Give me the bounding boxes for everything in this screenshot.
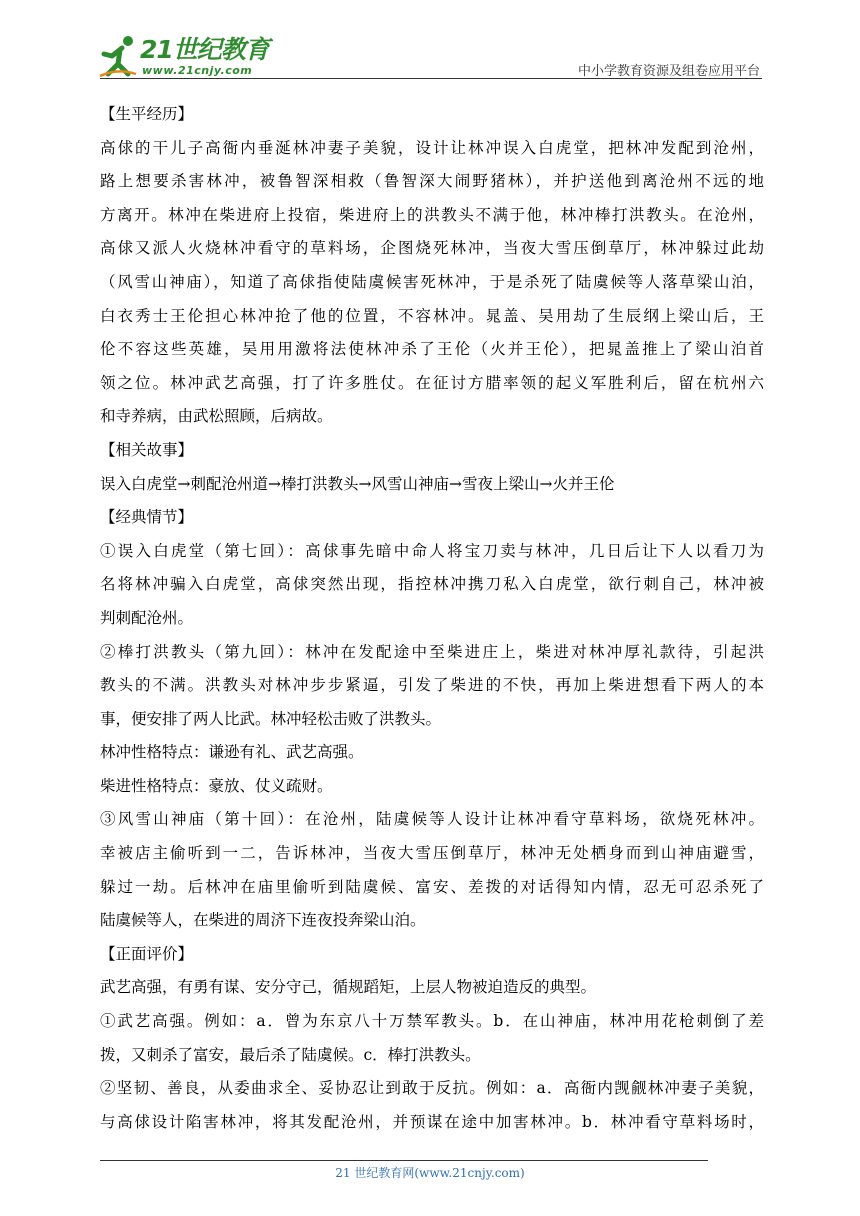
paragraph-line: 躲过一劫。后林冲在庙里偷听到陆虞候、富安、差拨的对话得知内情，忍无可忍杀死了 [100,877,764,896]
page-header [0,0,860,84]
site-logo[interactable] [92,28,282,84]
runner-logo-icon [98,34,138,78]
paragraph-line: 事，便安排了两人比武。林冲轻松击败了洪教头。 [100,709,442,728]
paragraph-line: ②棒打洪教头（第九回）：林冲在发配途中至柴进庄上，柴进对林冲厚礼款待，引起洪 [100,642,764,661]
section-heading-stories: 【相关故事】 [100,440,194,459]
header-divider [100,78,762,79]
paragraph-line: ①武艺高强。例如：a．曾为东京八十万禁军教头。b．在山神庙，林冲用花枪刺倒了差 [100,1012,764,1031]
paragraph-line: ③风雪山神庙（第十回）：在沧州，陆虞候等人设计让林冲看守草料场，欲烧死林冲。 [100,810,764,829]
document-body [100,98,764,1139]
paragraph-line: 领之位。林冲武艺高强，打了许多胜仗。在征讨方腊率领的起义军胜利后，留在杭州六 [100,373,764,392]
paragraph-line: 与高俅设计陷害林冲，将其发配沧州，并预谋在途中加害林冲。b．林冲看守草料场时， [100,1112,764,1131]
paragraph-line: 和寺养病，由武松照顾，后病故。 [100,407,333,426]
paragraph-line: （风雪山神庙），知道了高俅指使陆虞候害死林冲，于是杀死了陆虞候等人落草梁山泊， [100,272,764,291]
paragraph-line: 教头的不满。洪教头对林冲步步紧逼，引发了柴进的不快，再加上柴进想看下两人的本 [100,676,764,695]
header-platform-text: 中小学教育资源及组卷应用平台 [577,64,760,79]
paragraph-line: 判刺配沧州。 [100,608,194,627]
footer-divider [100,1160,708,1161]
character-trait-line: 林冲性格特点：谦逊有礼、武艺高强。 [100,743,364,762]
paragraph-line: 拨，又刺杀了富安，最后杀了陆虞候。c．棒打洪教头。 [100,1045,481,1064]
paragraph-line: 武艺高强，有勇有谋、安分守己，循规蹈矩，上层人物被迫造反的典型。 [100,978,597,997]
logo-url: www.21cnjy.com [142,64,253,77]
paragraph-line: 白衣秀士王伦担心林冲抢了他的位置，不容林冲。晁盖、吴用劫了生辰纲上梁山后，王 [100,306,764,325]
paragraph-line: 高俅又派人火烧林冲看守的草料场，企图烧死林冲，当夜大雪压倒草厅，林冲躲过此劫 [100,239,764,258]
paragraph-line: ②坚韧、善良，从委曲求全、妥协忍让到敢于反抗。例如：a．高衙内觊觎林冲妻子美貌， [100,1079,764,1098]
logo-title: 21世纪教育 [140,35,269,64]
paragraph-line: 伦不容这些英雄，吴用用激将法使林冲杀了王伦（火并王伦），把晁盖推上了梁山泊首 [100,340,764,359]
character-trait-line: 柴进性格特点：豪放、仗义疏财。 [100,776,333,795]
paragraph-line: 名将林冲骗入白虎堂，高俅突然出现，指控林冲携刀私入白虎堂，欲行刺自己，林冲被 [100,575,764,594]
paragraph-line: 陆虞候等人，在柴进的周济下连夜投奔梁山泊。 [100,911,426,930]
footer-link[interactable]: 21 世纪教育网(www.21cnjy.com) [335,1166,525,1180]
paragraph-line: 方离开。林冲在柴进府上投宿，柴进府上的洪教头不满于他，林冲棒打洪教头。在沧州， [100,205,764,224]
paragraph-line: 路上想要杀害林冲，被鲁智深相救（鲁智深大闹野猪林），并护送他到离沧州不远的地 [100,172,764,191]
paragraph-line: 幸被店主偷听到一二，告诉林冲，当夜大雪压倒草厅，林冲无处栖身而到山神庙避雪， [100,844,764,863]
paragraph-line: ①误入白虎堂（第七回）：高俅事先暗中命人将宝刀卖与林冲，几日后让下人以看刀为 [100,541,764,560]
section-heading-evaluation: 【正面评价】 [100,944,194,963]
paragraph-line: 高俅的干儿子高衙内垂涎林冲妻子美貌，设计让林冲误入白虎堂，把林冲发配到沧州， [100,138,764,157]
section-heading-plots: 【经典情节】 [100,508,194,527]
story-sequence: 误入白虎堂→刺配沧州道→棒打洪教头→风雪山神庙→雪夜上梁山→火并王伦 [100,474,615,493]
section-heading-life: 【生平经历】 [100,105,194,123]
